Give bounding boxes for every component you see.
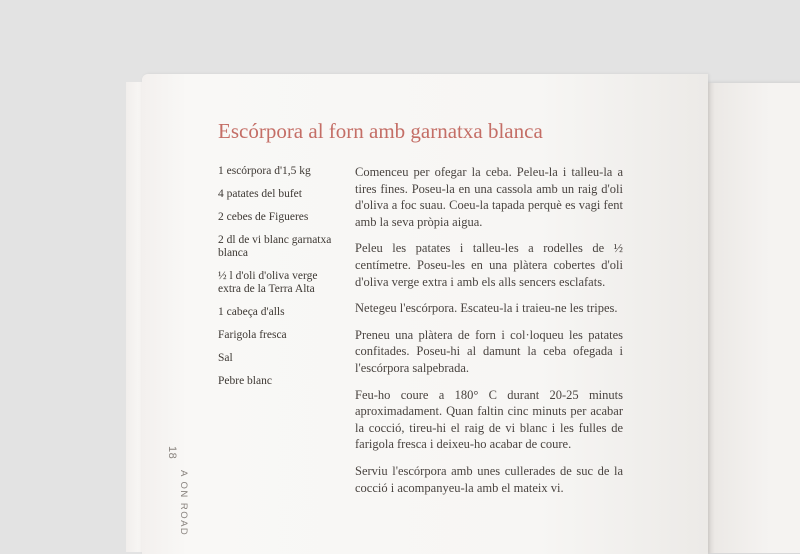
running-head: A ON ROAD	[178, 470, 189, 537]
recipe-step: Netegeu l'escórpora. Escateu-la i traieu-ne les tripes.	[355, 301, 618, 316]
ingredient-item: ½ l d'oli d'oliva verge extra de la Terra Alta	[218, 270, 318, 295]
recipe-steps	[355, 164, 623, 506]
ingredient-list	[218, 165, 340, 398]
recipe-step: Feu-ho coure a 180° C durant 20-25 minuts aproximadament. Quan faltin cinc minuts per acabar la cocció, tireu-hi el raig de vi blanc i les fulles de farigola fresca i deixeu-ho acabar de coure.	[355, 387, 623, 452]
ingredient-item: Sal	[218, 352, 233, 364]
recipe-step: Preneu una plàtera de forn i col·loqueu les patates confitades. Poseu-hi al damunt la ceba ofegada i l'escórpora salpebrada.	[355, 327, 623, 375]
ingredient-item: 4 patates del bufet	[218, 188, 302, 200]
recipe-step: Serviu l'escórpora amb unes cullerades de suc de la cocció i acompanyeu-la amb el mateix vi.	[355, 463, 623, 495]
recipe-step: Peleu les patates i talleu-les a rodelles de ½ centímetre. Poseu-les en una plàtera cobertes d'oli d'oliva verge extra i amb els alls sencers esclafats.	[355, 241, 623, 289]
ingredient-item: Farigola fresca	[218, 329, 287, 341]
facing-page	[704, 83, 800, 553]
ingredient-item: 1 cabeça d'alls	[218, 306, 285, 318]
ingredient-item: 1 escórpora d'1,5 kg	[218, 165, 311, 177]
recipe-title: Escórpora al forn amb garnatxa blanca	[218, 119, 543, 143]
recipe-step: Comenceu per ofegar la ceba. Peleu-la i talleu-la a tires fines. Poseu-la en una cassola amb un raig d'oli d'oliva a foc suau. Coeu-la tapada perquè es vagi fent amb la seva pròpia aigua.	[355, 165, 623, 229]
ingredient-item: 2 dl de vi blanc garnatxa blanca	[218, 234, 332, 259]
page-number: 18	[166, 446, 178, 460]
ingredient-item: Pebre blanc	[218, 375, 272, 387]
ingredient-item: 2 cebes de Figueres	[218, 211, 309, 223]
